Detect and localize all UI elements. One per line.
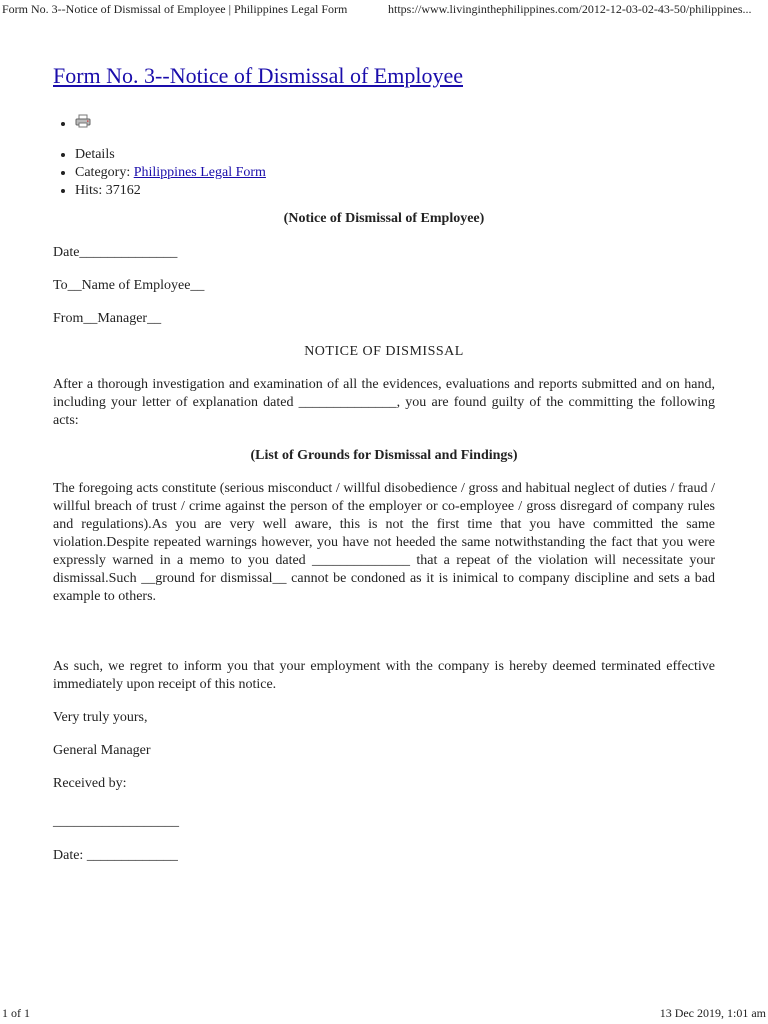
notice-heading: NOTICE OF DISMISSAL bbox=[304, 344, 464, 359]
page-number: 1 of 1 bbox=[2, 1006, 30, 1020]
category-link[interactable]: Philippines Legal Form bbox=[133, 165, 266, 180]
grounds-heading: (List of Grounds for Dismissal and Findings) bbox=[250, 448, 518, 463]
signatory: General Manager bbox=[53, 743, 151, 758]
to-line: To__Name of Employee__ bbox=[53, 278, 205, 293]
printer-icon[interactable] bbox=[75, 114, 91, 128]
title-link[interactable]: Form No. 3--Notice of Dismissal of Employee bbox=[53, 63, 463, 88]
details-label: • Details bbox=[75, 146, 715, 164]
page-title bbox=[53, 62, 715, 90]
print-header-url: https://www.livinginthephilippines.com/2012-12-03-02-43-50/philippines... bbox=[388, 2, 752, 16]
date-received: Date: _____________ bbox=[53, 848, 178, 863]
received-by: Received by: bbox=[53, 776, 127, 791]
category-label: Category: bbox=[75, 165, 134, 180]
date-line: Date______________ bbox=[53, 245, 178, 260]
print-header bbox=[0, 0, 768, 18]
paragraph-termination: As such, we regret to inform you that your employment with the company is hereby deemed terminated effective immediately upon receipt of this notice. bbox=[53, 659, 715, 692]
article-details bbox=[53, 146, 715, 200]
print-date: 13 Dec 2019, 1:01 am bbox=[659, 1006, 766, 1020]
signature-line: __________________ bbox=[53, 814, 179, 829]
hits-count: • Hits: 37162 bbox=[75, 182, 715, 200]
from-line: From__Manager__ bbox=[53, 311, 162, 326]
print-item bbox=[75, 114, 715, 132]
closing-line: Very truly yours, bbox=[53, 710, 148, 725]
paragraph-investigation: After a thorough investigation and examination of all the evidences, evaluations and reports submitted and on hand, including your letter of explanation dated ______________, you are found guilty of the committing the following acts: bbox=[53, 377, 715, 428]
print-footer bbox=[0, 1006, 768, 1024]
category-item bbox=[75, 164, 715, 182]
form-subtitle: (Notice of Dismissal of Employee) bbox=[283, 211, 485, 226]
article-content bbox=[53, 62, 715, 865]
article-icons bbox=[53, 114, 715, 132]
paragraph-grounds: The foregoing acts constitute (serious misconduct / willful disobedience / gross and habitual neglect of duties / fraud / willful breach of trust / crime against the person of the employer or co-employee / gross disregard of company rules and regulations).As you are very well aware, this is not the first time that you have committed the same violation.Despite repeated warnings however, you have not heeded the same notwithstanding the fact that you were expressly warned in a memo to you dated ______________ that a repeat of the violation will necessitate your dismissal.Such __ground for dismissal__ cannot be condoned as it is inimical to company discipline and sets a bad example to others. bbox=[53, 481, 715, 604]
print-header-title: Form No. 3--Notice of Dismissal of Employee | Philippines Legal Form bbox=[2, 2, 348, 16]
